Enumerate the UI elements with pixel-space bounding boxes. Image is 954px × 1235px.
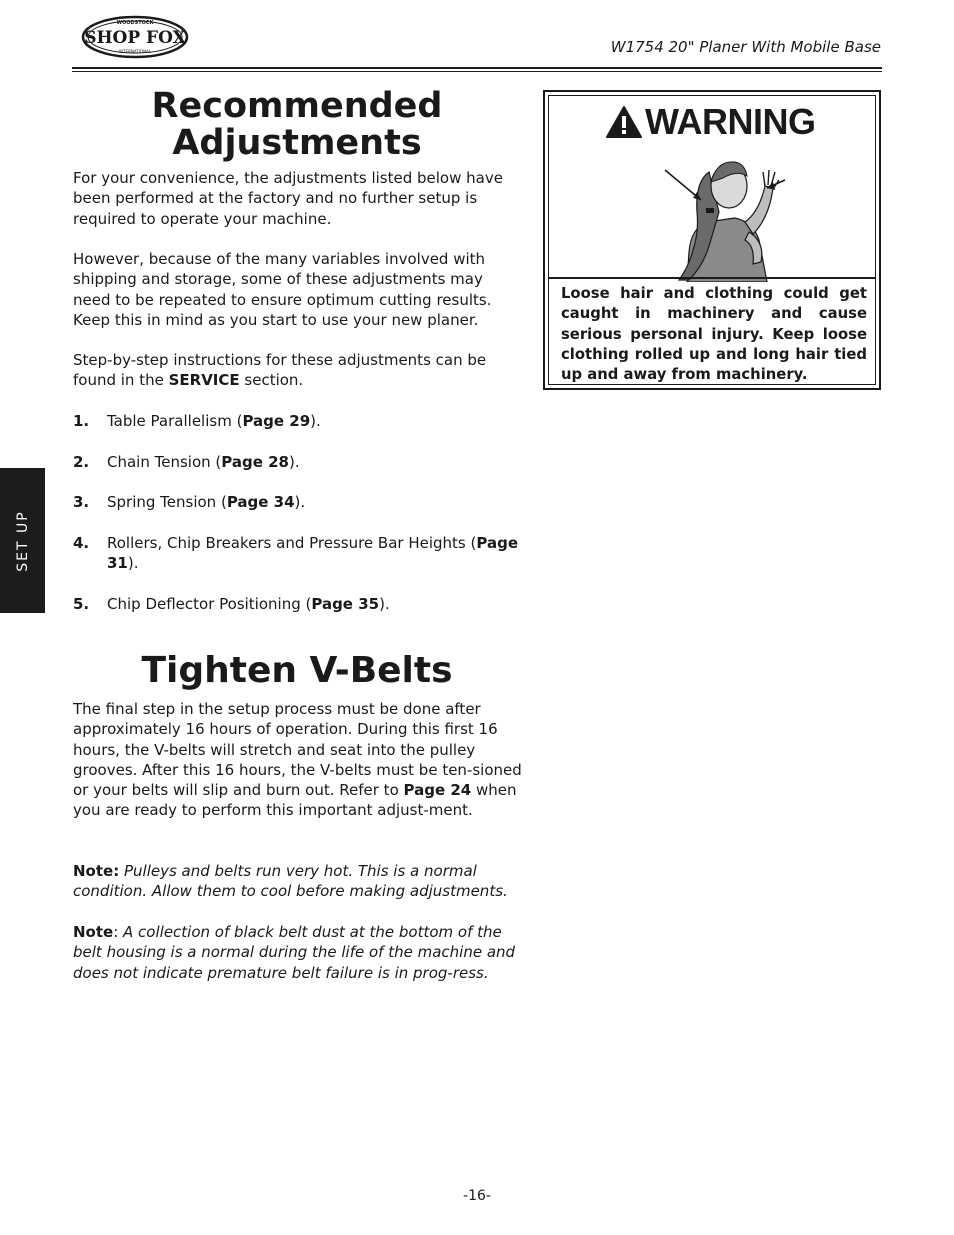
v-belts-paragraph: The final step in the setup process must be done after approximately 16 hours of operation. During this first 16 hours, the V-belts will stretch and seat into the pulley grooves. After this 16 hours, the V-belts must be ten-sioned or your belts will slip and burn out. Refer to Page 24 when you are ready to perform this important adjust-ment. <box>73 700 522 820</box>
list-item: 2. Chain Tension (Page 28). <box>73 453 300 471</box>
tighten-v-belts-heading: Tighten V-Belts <box>141 650 453 691</box>
shop-fox-logo <box>80 14 190 60</box>
warning-separator <box>549 277 875 279</box>
warning-box <box>543 90 881 390</box>
page-ref: Page 24 <box>403 781 472 800</box>
note-belt-dust: Note: A collection of black belt dust at the bottom of the belt housing is a normal during the life of the machine and does not indicate premature belt failure is in prog-ress. <box>73 923 516 982</box>
list-item: 3. Spring Tension (Page 34). <box>73 493 306 511</box>
page-ref: Page 35 <box>311 595 380 613</box>
variables-paragraph: However, because of the many variables involved with shipping and storage, some of these adjustments may need to be repeated to ensure optimum cutting results. Keep this in mind as you start to use your new planer. <box>73 250 492 329</box>
warning-title <box>605 101 816 142</box>
warning-word: WARNING <box>645 101 816 142</box>
note-hot-belts: Note: Pulleys and belts run very hot. This is a normal condition. Allow them to cool before making adjustments. <box>73 862 508 901</box>
list-item: 4. Rollers, Chip Breakers and Pressure Bar Heights (Page 31). <box>73 534 518 573</box>
intro-paragraph: For your convenience, the adjustments listed below have been performed at the factory and no further setup is required to operate your machine. <box>73 169 503 228</box>
page-ref: Page 31 <box>107 534 518 573</box>
logo-text: SHOP FOX <box>84 28 186 48</box>
heading-line-1: Recommended <box>151 86 443 126</box>
heading-line-2: Adjustments <box>172 122 422 163</box>
list-item: 1. Table Parallelism (Page 29). <box>73 412 321 430</box>
header-rule <box>72 67 882 69</box>
loose-hair-hazard-illustration <box>649 142 789 282</box>
page-ref: Page 28 <box>221 453 289 471</box>
logo-small-top: WOODSTOCK <box>116 20 154 26</box>
warning-box-inner <box>548 95 876 385</box>
warning-triangle-icon <box>605 105 643 139</box>
logo-small-bottom: INTERNATIONAL <box>118 49 152 54</box>
service-ref: SERVICE <box>168 371 240 390</box>
page-ref: Page 34 <box>226 493 295 511</box>
page-number: -16- <box>463 1188 491 1204</box>
page-ref: Page 29 <box>242 412 311 430</box>
section-tab-label: SET UP <box>14 509 31 572</box>
section-tab <box>0 468 45 613</box>
warning-message: Loose hair and clothing could get caught in machinery and cause serious personal injury. Keep loose clothing rolled up and long hair tied up and away from machinery. <box>561 285 867 384</box>
header-rule-thin <box>72 71 882 72</box>
instructions-paragraph: Step-by-step instructions for these adjustments can be found in the SERVICE section. <box>73 351 487 390</box>
note-label: Note <box>73 923 114 941</box>
list-item: 5. Chip Deflector Positioning (Page 35). <box>73 595 390 613</box>
manual-title: W1754 20" Planer With Mobile Base <box>610 38 881 56</box>
note-label: Note: <box>73 862 120 880</box>
recommended-adjustments-heading <box>72 88 522 162</box>
